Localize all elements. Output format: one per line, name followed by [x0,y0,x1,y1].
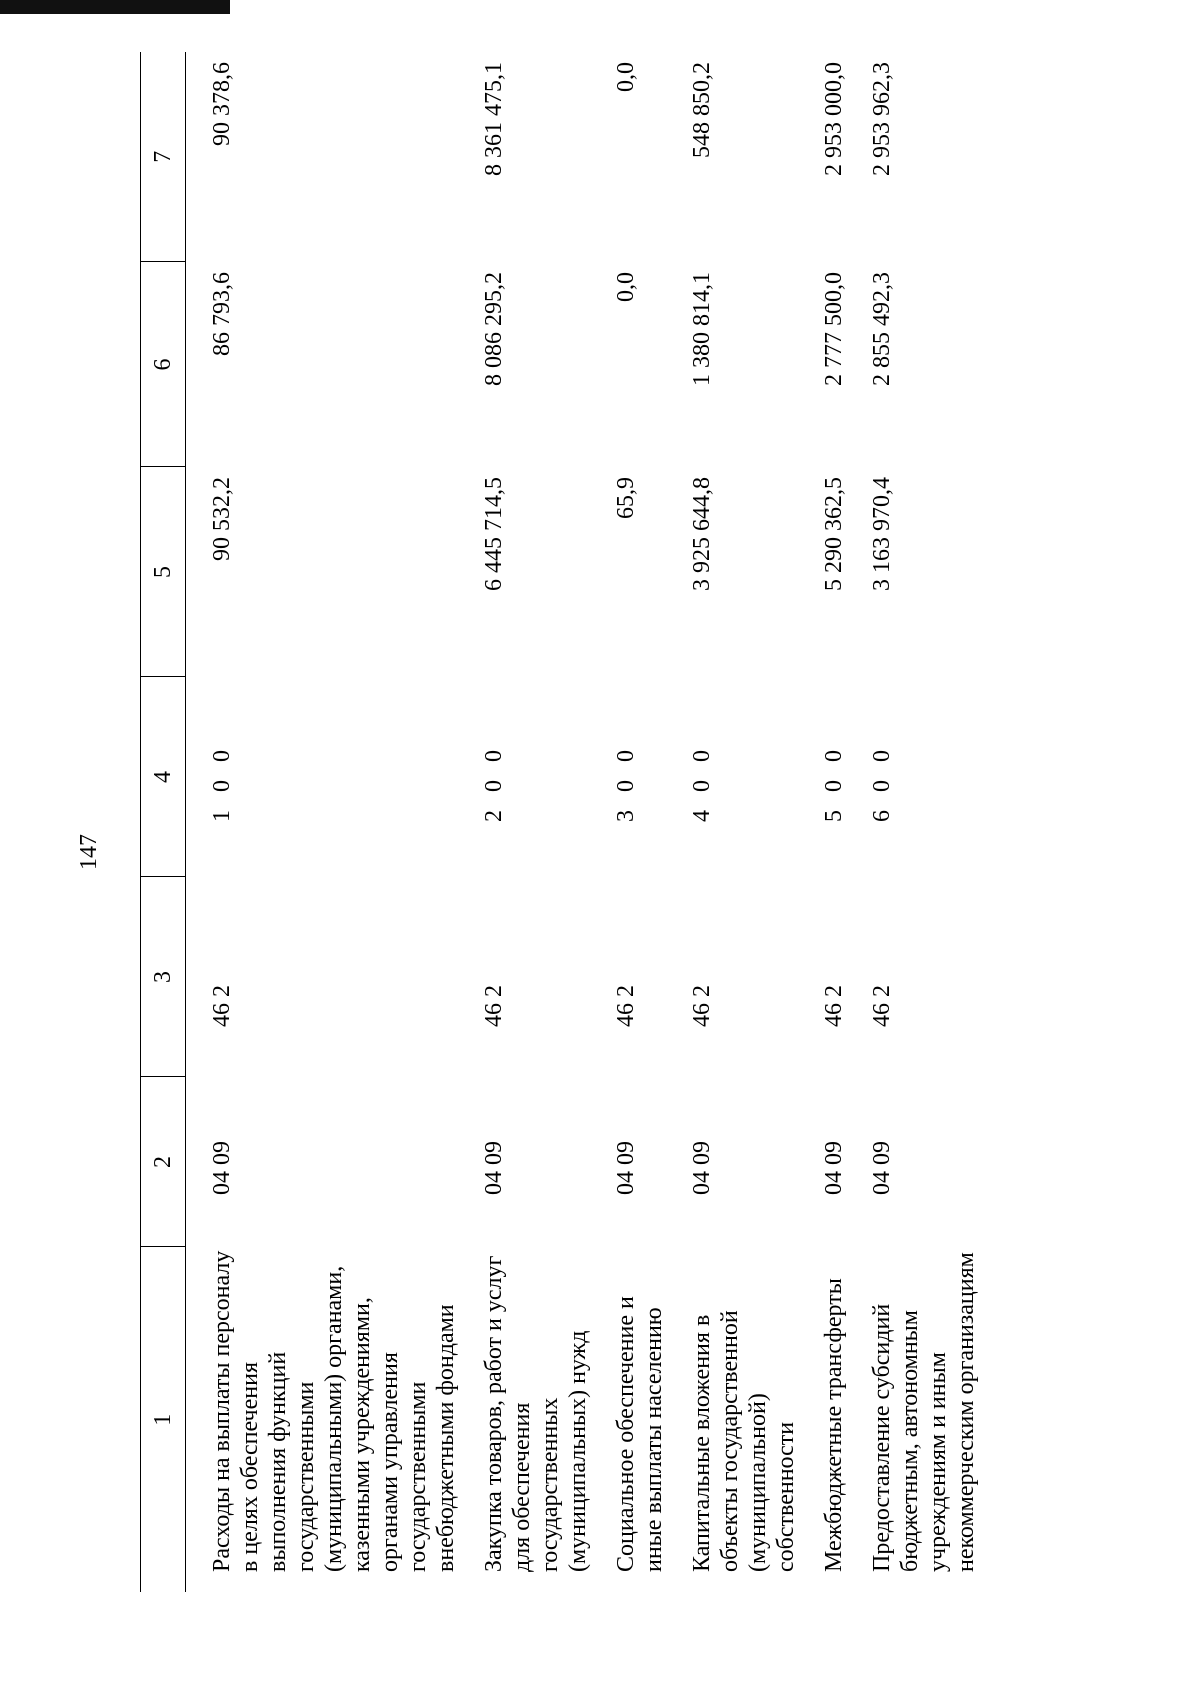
header-col-2: 2 [141,1077,186,1247]
row-value-col6: 2 777 500,0 [821,272,847,386]
table-row [688,52,820,1592]
row-name: Межбюджетные трансферты [821,1278,847,1572]
row-value-col5: 5 290 362,5 [821,477,847,591]
row-program-code: 46 2 [821,985,847,1027]
row-value-col5: 6 445 714,5 [481,477,507,591]
row-program-code: 46 2 [613,985,639,1027]
row-program-code: 46 2 [481,985,507,1027]
header-col-6: 6 [141,262,186,467]
row-program-code: 46 2 [689,985,715,1027]
page-number: 147 [76,834,102,870]
row-value-col5: 3 925 644,8 [689,477,715,591]
row-section-code: 04 09 [481,1141,507,1195]
row-value-col7: 2 953 000,0 [821,62,847,176]
header-col-4: 4 [141,677,186,877]
row-value-col7: 90 378,6 [209,62,235,146]
row-section-code: 04 09 [689,1141,715,1195]
table-row [480,52,612,1592]
row-expense-kind: 6 0 0 [869,744,895,822]
row-section-code: 04 09 [613,1141,639,1195]
row-expense-kind: 2 0 0 [481,744,507,822]
row-expense-kind: 4 0 0 [689,744,715,822]
budget-table [140,52,1000,1592]
row-value-col7: 0,0 [613,62,639,92]
row-name: Предоставление субсидий бюджетным, автономным учреждениям и иным некоммерческим организациям [869,1252,979,1572]
row-name: Социальное обеспечение и иные выплаты населению [613,1296,667,1572]
row-name: Закупка товаров, работ и услуг для обеспечения государственных (муниципальных) нужд [481,1255,591,1572]
header-col-1: 1 [141,1247,186,1592]
table-row [186,52,481,1592]
header-col-3: 3 [141,877,186,1077]
row-value-col5: 65,9 [613,477,639,519]
row-value-col7: 548 850,2 [689,62,715,158]
row-expense-kind: 5 0 0 [821,744,847,822]
row-value-col6: 1 380 814,1 [689,272,715,386]
row-value-col7: 8 361 475,1 [481,62,507,176]
row-program-code: 46 2 [869,985,895,1027]
table-row [868,52,1000,1592]
row-name: Капитальные вложения в объекты государственной (муниципальной) собственности [689,1310,799,1572]
row-program-code: 46 2 [209,985,235,1027]
row-section-code: 04 09 [869,1141,895,1195]
row-expense-kind: 1 0 0 [209,744,235,822]
row-value-col6: 86 793,6 [209,272,235,356]
header-col-7: 7 [141,52,186,262]
row-expense-kind: 3 0 0 [613,744,639,822]
row-value-col6: 8 086 295,2 [481,272,507,386]
row-section-code: 04 09 [821,1141,847,1195]
table-row [612,52,688,1592]
row-value-col5: 90 532,2 [209,477,235,561]
row-value-col7: 2 953 962,3 [869,62,895,176]
table-row [820,52,868,1592]
table-header-row [141,52,186,1592]
header-col-5: 5 [141,467,186,677]
row-section-code: 04 09 [209,1141,235,1195]
row-value-col5: 3 163 970,4 [869,477,895,591]
row-name: Расходы на выплаты персоналу в целях обеспечения выполнения функций государственными (муниципальными) органами, казенными учреждениями, органами управления государственными внебюджетными фондами [209,1250,459,1572]
row-value-col6: 0,0 [613,272,639,302]
row-value-col6: 2 855 492,3 [869,272,895,386]
